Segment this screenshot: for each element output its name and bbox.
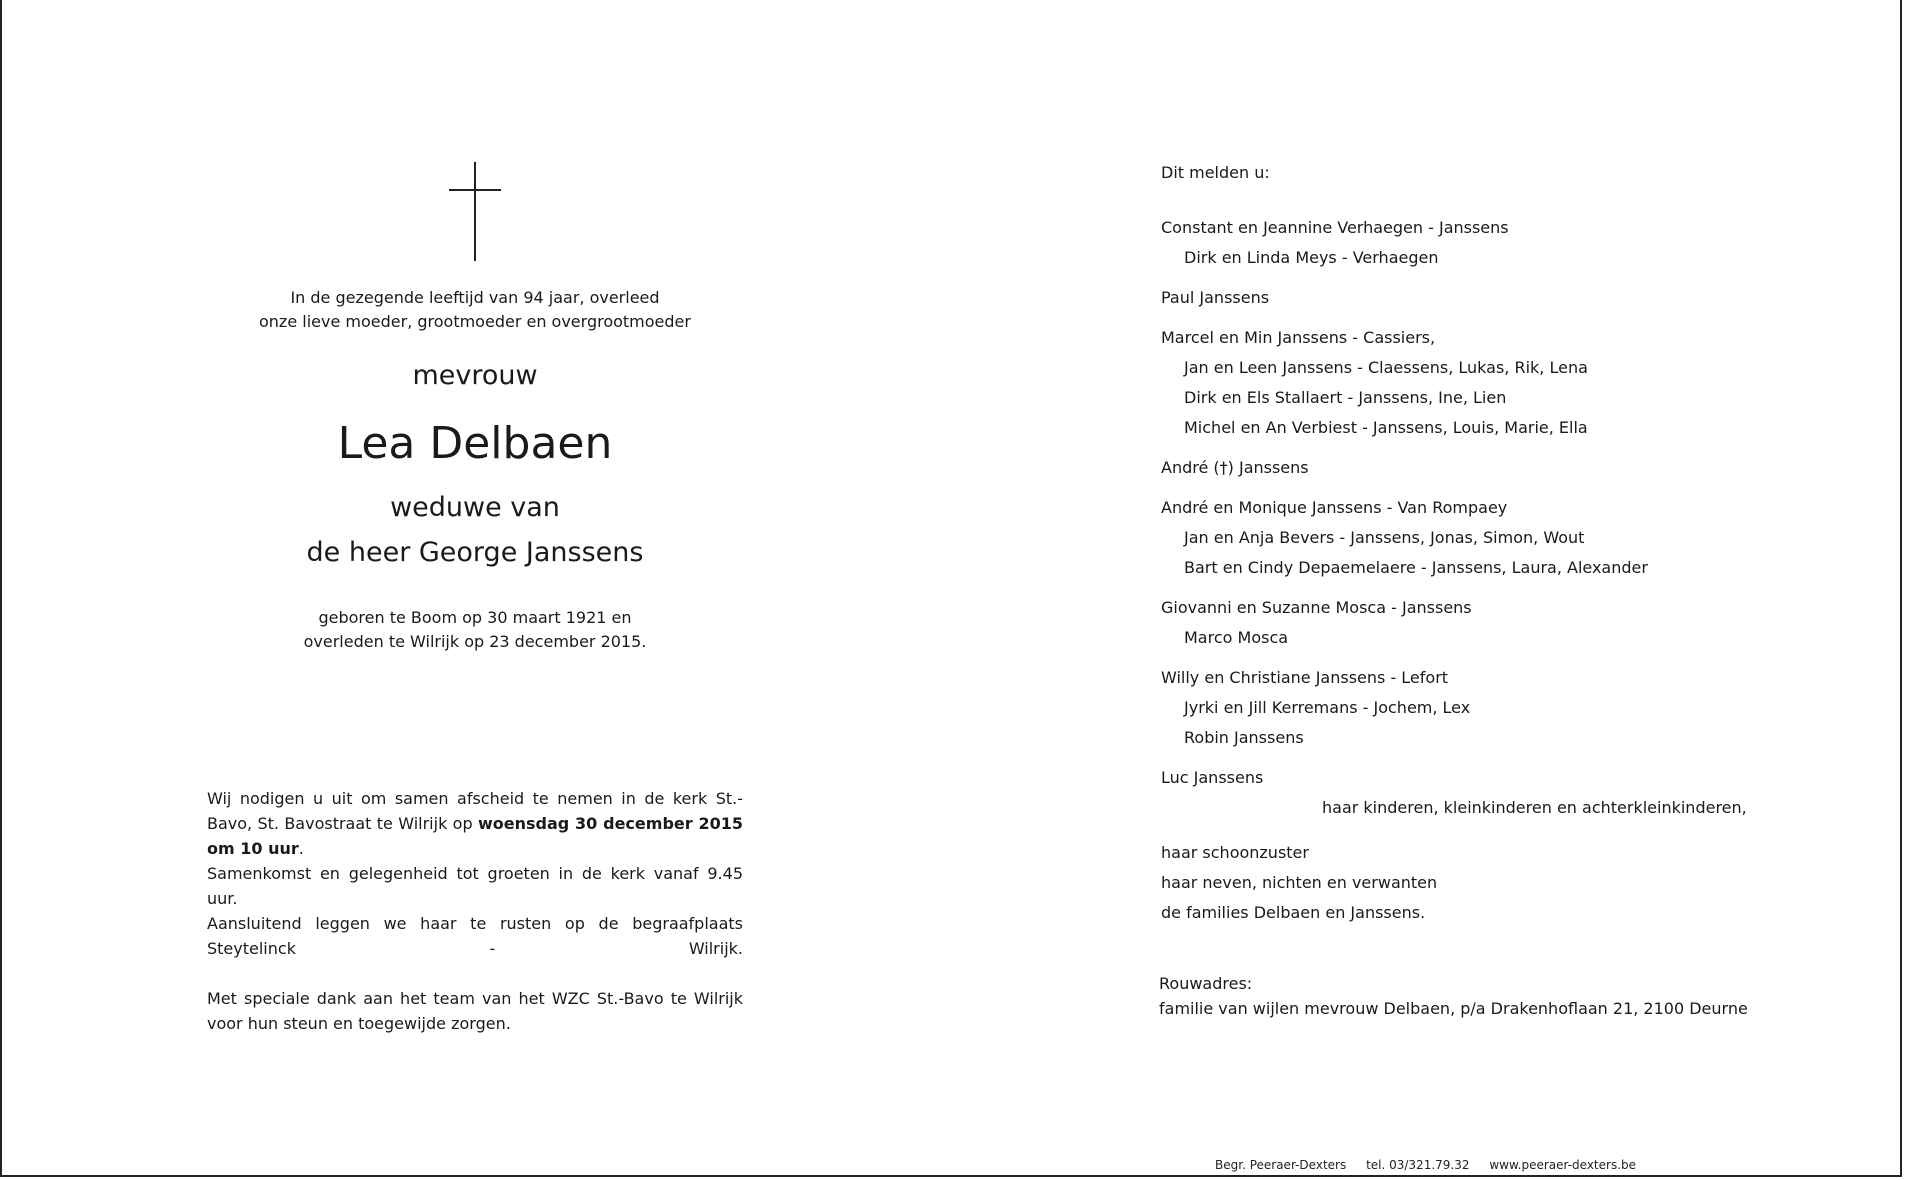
burial-text: [207, 911, 743, 961]
family-line: Marcel en Min Janssens - Cassiers,: [1161, 328, 1436, 347]
family-line: Luc Janssens: [1161, 768, 1264, 787]
invitation-text: Wij nodigen u uit om samen afscheid te nemen in de kerk St.-Bavo, St. Bavostraat te Wilrijk op: [207, 789, 743, 833]
address-label: Rouwadres:: [1159, 974, 1253, 993]
family-line: Bart en Cindy Depaemelaere - Janssens, Laura, Alexander: [1184, 558, 1648, 577]
relatives-line: haar neven, nichten en verwanten: [1161, 873, 1438, 892]
family-line: Jan en Anja Bevers - Janssens, Jonas, Simon, Wout: [1184, 528, 1585, 547]
families-line: de families Delbaen en Janssens.: [1161, 903, 1426, 922]
family-line: Dirk en Linda Meys - Verhaegen: [1184, 248, 1439, 267]
widow-line-1: weduwe van: [390, 492, 560, 523]
footer: [1215, 1158, 1652, 1172]
funeral-invitation: [207, 786, 743, 861]
family-line: Willy en Christiane Janssens - Lefort: [1161, 668, 1449, 687]
cross-horizontal-bar: [449, 189, 501, 191]
family-line: Robin Janssens: [1184, 728, 1304, 747]
family-line: Paul Janssens: [1161, 288, 1270, 307]
footer-company: Begr. Peeraer-Dexters: [1215, 1158, 1347, 1172]
family-line: Giovanni en Suzanne Mosca - Janssens: [1161, 598, 1472, 617]
family-line: Jan en Leen Janssens - Claessens, Lukas, Rik, Lena: [1184, 358, 1588, 377]
footer-website: www.peeraer-dexters.be: [1489, 1158, 1637, 1172]
children-summary: haar kinderen, kleinkinderen en achterkleinkinderen,: [1322, 798, 1747, 817]
announcers-heading: Dit melden u:: [1161, 163, 1270, 182]
intro-line-1: In de gezegende leeftijd van 94 jaar, overleed: [290, 288, 660, 307]
deceased-name: Lea Delbaen: [337, 418, 613, 469]
family-line: Michel en An Verbiest - Janssens, Louis, Marie, Ella: [1184, 418, 1588, 437]
born-line-2: overleden te Wilrijk op 23 december 2015.: [303, 632, 647, 651]
intro-line-2: onze lieve moeder, grootmoeder en overgrootmoeder: [259, 312, 691, 331]
family-line: Dirk en Els Stallaert - Janssens, Ine, Lien: [1184, 388, 1507, 407]
invitation-date: woensdag 30 december 2015 om 10 uur: [207, 814, 743, 858]
cross-vertical-bar: [474, 162, 476, 261]
gathering-text: Samenkomst en gelegenheid tot groeten in de kerk vanaf 9.45 uur.: [207, 864, 743, 908]
family-line: Jyrki en Jill Kerremans - Jochem, Lex: [1184, 698, 1471, 717]
family-line: Constant en Jeannine Verhaegen - Janssens: [1161, 218, 1509, 237]
family-line: André en Monique Janssens - Van Rompaey: [1161, 498, 1508, 517]
family-line: André (†) Janssens: [1161, 458, 1309, 477]
family-line: Marco Mosca: [1184, 628, 1289, 647]
salutation: mevrouw: [412, 360, 538, 391]
footer-phone: tel. 03/321.79.32: [1366, 1158, 1470, 1172]
address-text: familie van wijlen mevrouw Delbaen, p/a Drakenhoflaan 21, 2100 Deurne: [1159, 999, 1748, 1018]
burial-text-content: Aansluitend leggen we haar te rusten op de begraafplaats Steytelinck - Wilrijk.: [207, 914, 743, 958]
invitation-period: .: [298, 839, 304, 858]
thanks-text: Met speciale dank aan het team van het WZC St.-Bavo te Wilrijk voor hun steun en toegewijde zorgen.: [207, 989, 743, 1033]
born-line-1: geboren te Boom op 30 maart 1921 en: [318, 608, 632, 627]
widow-line-2: de heer George Janssens: [306, 537, 644, 568]
sister-in-law-line: haar schoonzuster: [1161, 843, 1309, 862]
